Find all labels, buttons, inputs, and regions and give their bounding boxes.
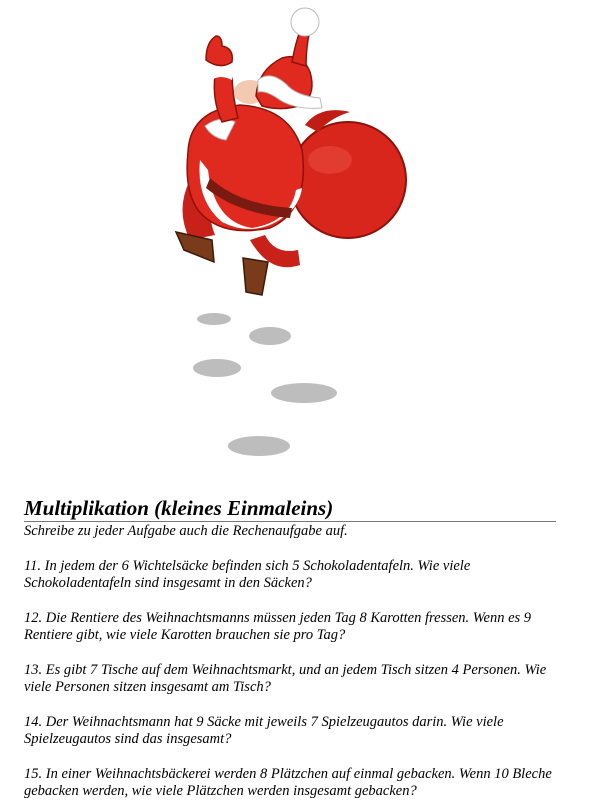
worksheet-instruction: Schreibe zu jeder Aufgabe auch die Rechenaufgabe auf.: [24, 523, 348, 539]
task-item: 13. Es gibt 7 Tische auf dem Weihnachtsmarkt, und an jedem Tisch sitzen 4 Personen. Wie viele Personen sitzen insgesamt am Tisch?: [24, 661, 547, 695]
santa-claus-icon: [150, 0, 430, 470]
task-item: 14. Der Weihnachtsmann hat 9 Säcke mit jeweils 7 Spielzeugautos darin. Wie viele Spielzeugautos sind das insgesamt?: [24, 713, 504, 747]
hat-icon: [234, 8, 322, 109]
santa-body-icon: [187, 105, 303, 231]
task-item: 11. In jedem der 6 Wichtelsäcke befinden sich 5 Schokoladentafeln. Wie viele Schokoladentafeln sind insgesamt in den Säcken?: [24, 557, 471, 591]
worksheet: [24, 496, 556, 801]
sack-icon: [290, 110, 406, 238]
shadow-spots: [193, 313, 337, 456]
worksheet-title: Multiplikation (kleines Einmaleins): [24, 496, 556, 522]
task-item: 15. In einer Weihnachtsbäckerei werden 8 Plätzchen auf einmal gebacken. Wenn 10 Bleche gebacken werden, wie viele Plätzchen werden insgesamt gebacken?: [24, 765, 552, 799]
task-item: 12. Die Rentiere des Weihnachtsmanns müssen jeden Tag 8 Karotten fressen. Wenn es 9 Rentiere gibt, wie viele Karotten brauchen sie pro Tag?: [24, 609, 532, 643]
arm-icon: [206, 36, 238, 122]
